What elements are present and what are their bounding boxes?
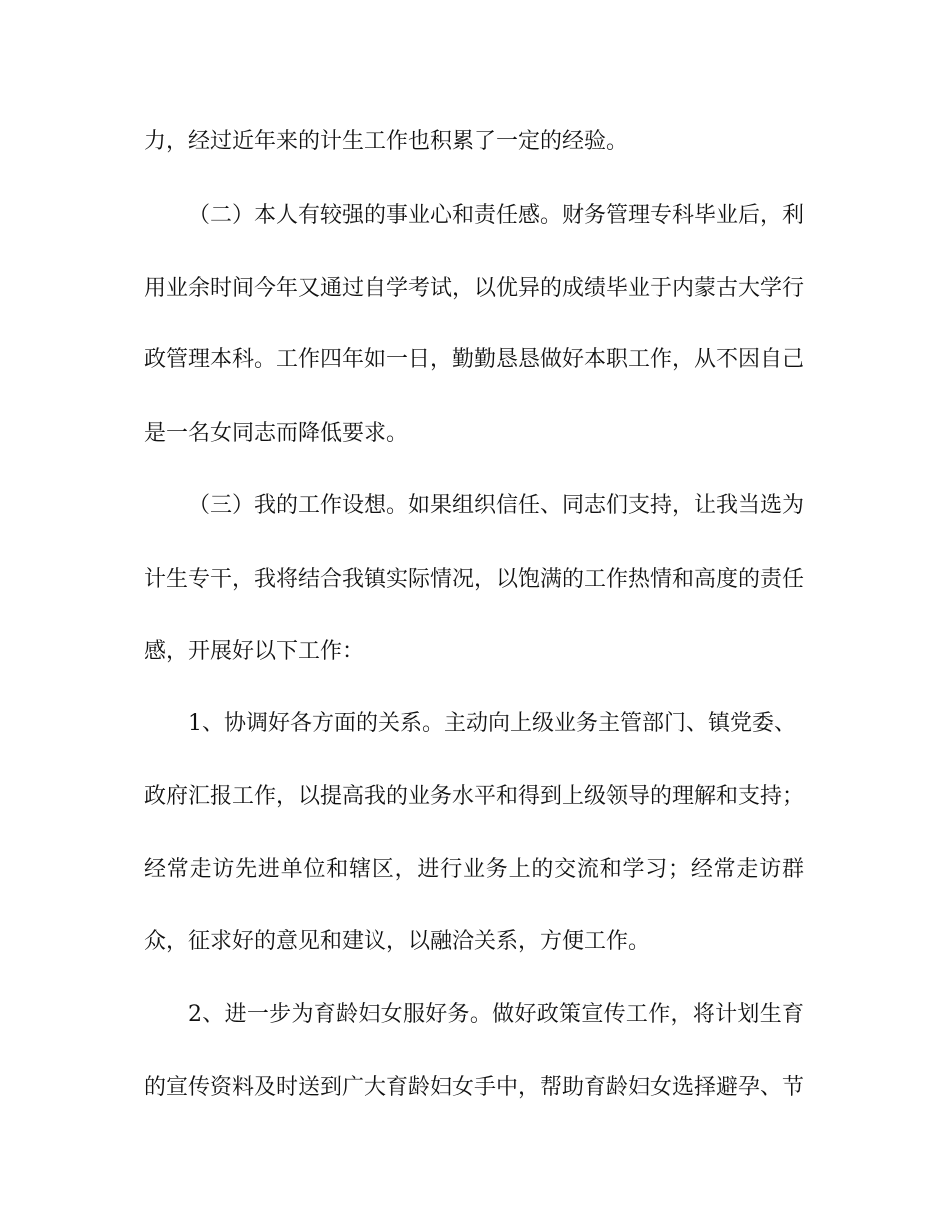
paragraph-line: 是一名女同志而降低要求。	[144, 421, 409, 446]
paragraph-line: 众，征求好的意见和建议，以融洽关系，方便工作。	[144, 929, 651, 954]
paragraph-line: 力，经过近年来的计生工作也积累了一定的经验。	[144, 129, 629, 154]
paragraph-line: 政府汇报工作，以提高我的业务水平和得到上级领导的理解和支持；	[144, 784, 805, 809]
paragraph-line: 经常走访先进单位和辖区，进行业务上的交流和学习；经常走访群	[144, 857, 804, 882]
paragraph-line: 计生专干，我将结合我镇实际情况，以饱满的工作热情和高度的责任	[144, 567, 805, 592]
paragraph-line: 感，开展好以下工作：	[144, 639, 365, 664]
paragraph-line: 的宣传资料及时送到广大育龄妇女手中，帮助育龄妇女选择避孕、节	[144, 1075, 805, 1100]
paragraph-line: （二）本人有较强的事业心和责任感。财务管理专科毕业后，利	[188, 203, 805, 228]
paragraph-line: 用业余时间今年又通过自学考试，以优异的成绩毕业于内蒙古大学行	[144, 276, 805, 301]
paragraph-line: 1、协调好各方面的关系。主动向上级业务主管部门、镇党委、	[188, 711, 796, 736]
paragraph-line: 政管理本科。工作四年如一日，勤勤恳恳做好本职工作，从不因自己	[144, 347, 805, 372]
paragraph-line: 2、进一步为育龄妇女服好务。做好政策宣传工作，将计划生育	[188, 1002, 804, 1027]
paragraph-line: （三）我的工作设想。如果组织信任、同志们支持，让我当选为	[188, 493, 805, 518]
